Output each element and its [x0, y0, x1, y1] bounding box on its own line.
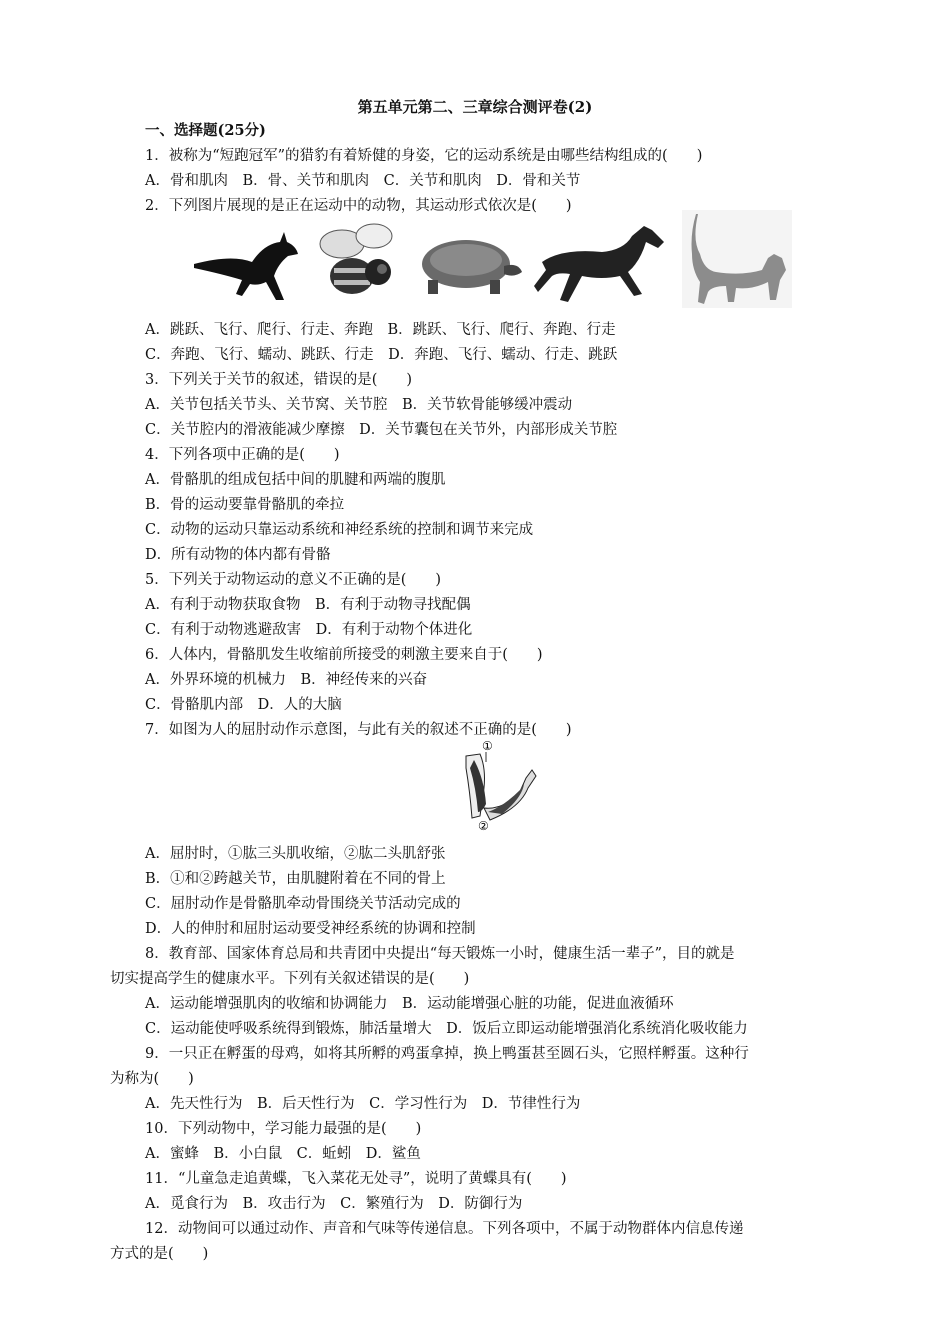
elbow-flexion-diagram [440, 738, 540, 832]
q7-option-c: C．屈肘动作是骨骼肌牵动骨围绕关节活动完成的 [145, 896, 461, 912]
q5-options-ab: A．有利于动物获取食物 B．有利于动物寻找配偶 [145, 597, 471, 613]
question-2: 2．下列图片展现的是正在运动中的动物，其运动形式依次是( ) [145, 198, 572, 214]
q8-options-ab: A．运动能增强肌肉的收缩和协调能力 B．运动能增强心脏的功能，促进血液循环 [145, 996, 674, 1012]
question-9-line2: 为称为( ) [110, 1071, 194, 1087]
q6-options-cd: C．骨骼肌内部 D．人的大脑 [145, 697, 342, 713]
question-7: 7．如图为人的屈肘动作示意图，与此有关的叙述不正确的是( ) [145, 722, 572, 738]
q7-option-a: A．屈肘时，①肱三头肌收缩，②肱二头肌舒张 [145, 846, 446, 862]
question-1: 1．被称为“短跑冠军”的猎豹有着矫健的身姿，它的运动系统是由哪些结构组成的( ) [145, 148, 703, 164]
q3-options-cd: C．关节腔内的滑液能减少摩擦 D．关节囊包在关节外，内部形成关节腔 [145, 422, 618, 438]
animal-figures [192, 214, 792, 314]
horse-image [532, 222, 672, 308]
q9-options: A．先天性行为 B．后天性行为 C．学习性行为 D．节律性行为 [145, 1096, 581, 1112]
q4-option-a: A．骨骼肌的组成包括中间的肌腱和两端的腹肌 [145, 472, 446, 488]
turtle-image [414, 234, 524, 302]
cat-image [682, 210, 792, 308]
question-12-line1: 12．动物间可以通过动作、声音和气味等传递信息。下列各项中，不属于动物群体内信息传递 [145, 1221, 744, 1237]
question-8-line2: 切实提高学生的健康水平。下列有关叙述错误的是( ) [110, 971, 470, 987]
question-4: 4．下列各项中正确的是( ) [145, 447, 340, 463]
section-heading: 一、选择题(25分) [145, 122, 266, 139]
q5-options-cd: C．有利于动物逃避敌害 D．有利于动物个体进化 [145, 622, 473, 638]
q11-options: A．觅食行为 B．攻击行为 C．繁殖行为 D．防御行为 [145, 1196, 523, 1212]
question-6: 6．人体内，骨骼肌发生收缩前所接受的刺激主要来自于( ) [145, 647, 543, 663]
q4-option-b: B．骨的运动要靠骨骼肌的牵拉 [145, 497, 345, 513]
q10-options: A．蜜蜂 B．小白鼠 C．蚯蚓 D．鲨鱼 [145, 1146, 421, 1162]
q3-options-ab: A．关节包括关节头、关节窝、关节腔 B．关节软骨能够缓冲震动 [145, 397, 573, 413]
q1-options: A．骨和肌肉 B．骨、关节和肌肉 C．关节和肌肉 D．骨和关节 [145, 173, 581, 189]
q4-option-c: C．动物的运动只靠运动系统和神经系统的控制和调节来完成 [145, 522, 534, 538]
q2-options-cd: C．奔跑、飞行、蠕动、跳跃、行走 D．奔跑、飞行、蠕动、行走、跳跃 [145, 347, 618, 363]
question-5: 5．下列关于动物运动的意义不正确的是( ) [145, 572, 442, 588]
question-10: 10．下列动物中，学习能力最强的是( ) [145, 1121, 422, 1137]
label-1: ① [482, 739, 493, 753]
q6-options-ab: A．外界环境的机械力 B．神经传来的兴奋 [145, 672, 428, 688]
q7-option-d: D．人的伸肘和屈肘运动要受神经系统的协调和控制 [145, 921, 476, 937]
label-2: ② [478, 819, 489, 832]
question-9-line1: 9．一只正在孵蛋的母鸡，如将其所孵的鸡蛋拿掉，换上鸭蛋甚至圆石头，它照样孵蛋。这种行 [145, 1046, 749, 1062]
page-title: 第五单元第二、三章综合测评卷(2) [357, 98, 593, 116]
q8-options-cd: C．运动能使呼吸系统得到锻炼，肺活量增大 D．饭后立即运动能增强消化系统消化吸收能力 [145, 1021, 748, 1037]
question-12-line2: 方式的是( ) [110, 1246, 209, 1262]
question-8-line1: 8．教育部、国家体育总局和共青团中央提出“每天锻炼一小时，健康生活一辈子”，目的就是 [145, 946, 735, 962]
q4-option-d: D．所有动物的体内都有骨骼 [145, 547, 331, 563]
question-11: 11．“儿童急走追黄蝶，飞入菜花无处寻”，说明了黄蝶具有( ) [145, 1171, 567, 1187]
question-3: 3．下列关于关节的叙述，错误的是( ) [145, 372, 413, 388]
kangaroo-image [192, 224, 304, 304]
q7-option-b: B．①和②跨越关节，由肌腱附着在不同的骨上 [145, 871, 446, 887]
q2-options-ab: A．跳跃、飞行、爬行、行走、奔跑 B．跳跃、飞行、爬行、奔跑、行走 [145, 322, 616, 338]
bee-image [312, 214, 406, 308]
